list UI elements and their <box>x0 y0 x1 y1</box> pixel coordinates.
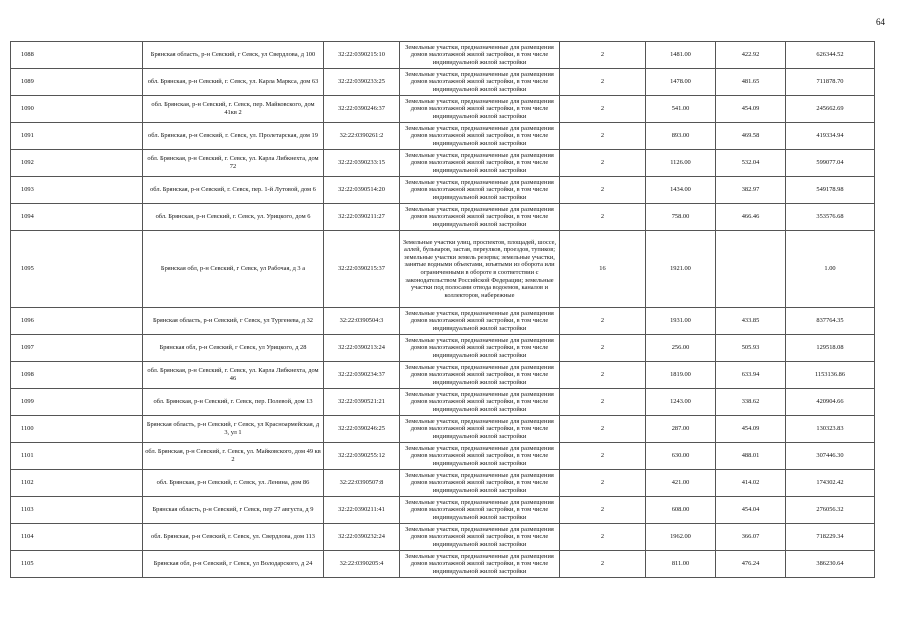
area-cell: 287.00 <box>646 416 716 443</box>
address-cell: Брянская область, р-н Севский, г Севск, ул Красноармейская, д 3, ул 1 <box>143 416 324 443</box>
table-row <box>11 42 875 69</box>
address-cell: обл. Брянская, р-н Севский, г. Севск, ул. Карла Маркса, дом 63 <box>143 69 324 96</box>
cadastral-value-table <box>10 41 875 578</box>
row-number: 1102 <box>11 470 143 497</box>
group-cell: 2 <box>560 204 646 231</box>
table-row <box>11 389 875 416</box>
address-cell: обл. Брянская, р-н Севский, г. Севск, ул. Карла Либкнехта, дом 46 <box>143 362 324 389</box>
table-row <box>11 123 875 150</box>
land-purpose-cell: Земельные участки, предназначенные для размещения домов малоэтажной жилой застройки, в том числе индивидуальной жилой застройки <box>400 69 560 96</box>
group-cell: 2 <box>560 362 646 389</box>
unit-value-cell: 454.09 <box>716 416 786 443</box>
address-cell: Брянская область, р-н Севский, г Севск, ул Тургенева, д 32 <box>143 308 324 335</box>
row-number: 1095 <box>11 231 143 308</box>
cadastral-value-cell: 245662.69 <box>786 96 875 123</box>
cadastral-value-cell: 718229.34 <box>786 524 875 551</box>
unit-value-cell: 488.01 <box>716 443 786 470</box>
land-purpose-cell: Земельные участки, предназначенные для размещения домов малоэтажной жилой застройки, в том числе индивидуальной жилой застройки <box>400 335 560 362</box>
row-number: 1089 <box>11 69 143 96</box>
area-cell: 1478.00 <box>646 69 716 96</box>
group-cell: 2 <box>560 389 646 416</box>
cadastral-number-cell: 32:22:0390215:10 <box>324 42 400 69</box>
unit-value-cell <box>716 231 786 308</box>
land-purpose-cell: Земельные участки, предназначенные для размещения домов малоэтажной жилой застройки, в том числе индивидуальной жилой застройки <box>400 416 560 443</box>
cadastral-number-cell: 32:22:0390234:37 <box>324 362 400 389</box>
row-number: 1088 <box>11 42 143 69</box>
cadastral-number-cell: 32:22:0390246:37 <box>324 96 400 123</box>
row-number: 1098 <box>11 362 143 389</box>
address-cell: обл. Брянская, р-н Севский, г. Севск, ул. Ленина, дом 86 <box>143 470 324 497</box>
address-cell: Брянская обл, р-н Севский, г Севск, ул Урицкого, д 28 <box>143 335 324 362</box>
group-cell: 2 <box>560 123 646 150</box>
unit-value-cell: 414.02 <box>716 470 786 497</box>
group-cell: 2 <box>560 308 646 335</box>
table-row <box>11 177 875 204</box>
cadastral-value-cell: 130323.83 <box>786 416 875 443</box>
unit-value-cell: 382.97 <box>716 177 786 204</box>
row-number: 1092 <box>11 150 143 177</box>
area-cell: 893.00 <box>646 123 716 150</box>
group-cell: 2 <box>560 335 646 362</box>
land-purpose-cell: Земельные участки, предназначенные для размещения домов малоэтажной жилой застройки, в том числе индивидуальной жилой застройки <box>400 389 560 416</box>
row-number: 1097 <box>11 335 143 362</box>
land-purpose-cell: Земельные участки, предназначенные для размещения домов малоэтажной жилой застройки, в том числе индивидуальной жилой застройки <box>400 150 560 177</box>
address-cell: обл. Брянская, р-н Севский, г. Севск, ул. Пролетарская, дом 19 <box>143 123 324 150</box>
row-number: 1100 <box>11 416 143 443</box>
table-row <box>11 150 875 177</box>
unit-value-cell: 466.46 <box>716 204 786 231</box>
address-cell: обл. Брянская, р-н Севский, г. Севск, ул. Карла Либкнехта, дом 72 <box>143 150 324 177</box>
table-row <box>11 362 875 389</box>
unit-value-cell: 476.24 <box>716 551 786 578</box>
cadastral-number-cell: 32:22:0390211:27 <box>324 204 400 231</box>
address-cell: Брянская область, р-н Севский, г Севск, ул Свердлова, д 100 <box>143 42 324 69</box>
area-cell: 811.00 <box>646 551 716 578</box>
cadastral-value-cell: 276056.32 <box>786 497 875 524</box>
cadastral-number-cell: 32:22:0390255:12 <box>324 443 400 470</box>
area-cell: 1962.00 <box>646 524 716 551</box>
area-cell: 608.00 <box>646 497 716 524</box>
address-cell: обл. Брянская, р-н Севский, г. Севск, пер. Майковского, дом 41кв 2 <box>143 96 324 123</box>
cadastral-value-cell: 549178.98 <box>786 177 875 204</box>
land-purpose-cell: Земельные участки, предназначенные для размещения домов малоэтажной жилой застройки, в том числе индивидуальной жилой застройки <box>400 362 560 389</box>
area-cell: 630.00 <box>646 443 716 470</box>
cadastral-value-cell: 599077.04 <box>786 150 875 177</box>
cadastral-value-cell: 420904.66 <box>786 389 875 416</box>
cadastral-value-cell: 386230.64 <box>786 551 875 578</box>
row-number: 1094 <box>11 204 143 231</box>
group-cell: 2 <box>560 416 646 443</box>
unit-value-cell: 433.85 <box>716 308 786 335</box>
land-purpose-cell: Земельные участки, предназначенные для размещения домов малоэтажной жилой застройки, в том числе индивидуальной жилой застройки <box>400 204 560 231</box>
cadastral-value-cell: 626344.52 <box>786 42 875 69</box>
unit-value-cell: 454.09 <box>716 96 786 123</box>
area-cell: 1819.00 <box>646 362 716 389</box>
group-cell: 2 <box>560 69 646 96</box>
table-row <box>11 551 875 578</box>
cadastral-number-cell: 32:22:0390233:25 <box>324 69 400 96</box>
address-cell: обл. Брянская, р-н Севский, г. Севск, пер. Полевой, дом 13 <box>143 389 324 416</box>
land-purpose-cell: Земельные участки, предназначенные для размещения домов малоэтажной жилой застройки, в том числе индивидуальной жилой застройки <box>400 443 560 470</box>
cadastral-value-cell: 129518.08 <box>786 335 875 362</box>
cadastral-value-cell: 1.00 <box>786 231 875 308</box>
address-cell: Брянская область, р-н Севский, г Севск, пер 27 августа, д 9 <box>143 497 324 524</box>
group-cell: 2 <box>560 497 646 524</box>
cadastral-number-cell: 32:22:0390246:25 <box>324 416 400 443</box>
address-cell: обл. Брянская, р-н Севский, г. Севск, ул. Майковского, дом 49 кв 2 <box>143 443 324 470</box>
cadastral-value-cell: 837764.35 <box>786 308 875 335</box>
cadastral-number-cell: 32:22:0390232:24 <box>324 524 400 551</box>
area-cell: 541.00 <box>646 96 716 123</box>
cadastral-number-cell: 32:22:0390211:41 <box>324 497 400 524</box>
area-cell: 1921.00 <box>646 231 716 308</box>
row-number: 1101 <box>11 443 143 470</box>
cadastral-number-cell: 32:22:0390213:24 <box>324 335 400 362</box>
cadastral-number-cell: 32:22:0390514:20 <box>324 177 400 204</box>
table-row <box>11 69 875 96</box>
cadastral-number-cell: 32:22:0390205:4 <box>324 551 400 578</box>
cadastral-value-cell: 353576.68 <box>786 204 875 231</box>
area-cell: 1243.00 <box>646 389 716 416</box>
table-row <box>11 231 875 308</box>
cadastral-number-cell: 32:22:0390504:3 <box>324 308 400 335</box>
land-purpose-cell: Земельные участки, предназначенные для размещения домов малоэтажной жилой застройки, в том числе индивидуальной жилой застройки <box>400 524 560 551</box>
page-number: 64 <box>876 17 885 27</box>
land-purpose-cell: Земельные участки, предназначенные для размещения домов малоэтажной жилой застройки, в том числе индивидуальной жилой застройки <box>400 470 560 497</box>
area-cell: 256.00 <box>646 335 716 362</box>
unit-value-cell: 422.92 <box>716 42 786 69</box>
row-number: 1103 <box>11 497 143 524</box>
cadastral-number-cell: 32:22:0390521:21 <box>324 389 400 416</box>
area-cell: 1931.00 <box>646 308 716 335</box>
land-purpose-cell: Земельные участки, предназначенные для размещения домов малоэтажной жилой застройки, в том числе индивидуальной жилой застройки <box>400 308 560 335</box>
table-row <box>11 308 875 335</box>
land-purpose-cell: Земельные участки, предназначенные для размещения домов малоэтажной жилой застройки, в том числе индивидуальной жилой застройки <box>400 42 560 69</box>
unit-value-cell: 505.93 <box>716 335 786 362</box>
table-row <box>11 443 875 470</box>
unit-value-cell: 454.04 <box>716 497 786 524</box>
group-cell: 2 <box>560 470 646 497</box>
table-row <box>11 524 875 551</box>
area-cell: 1434.00 <box>646 177 716 204</box>
land-purpose-cell: Земельные участки, предназначенные для размещения домов малоэтажной жилой застройки, в том числе индивидуальной жилой застройки <box>400 123 560 150</box>
cadastral-value-cell: 711878.70 <box>786 69 875 96</box>
address-cell: Брянская обл, р-н Севский, г Севск, ул Рабочая, д 3 а <box>143 231 324 308</box>
group-cell: 2 <box>560 551 646 578</box>
row-number: 1091 <box>11 123 143 150</box>
unit-value-cell: 633.94 <box>716 362 786 389</box>
cadastral-number-cell: 32:22:0390261:2 <box>324 123 400 150</box>
table-row <box>11 497 875 524</box>
land-purpose-cell: Земельные участки, предназначенные для размещения домов малоэтажной жилой застройки, в том числе индивидуальной жилой застройки <box>400 497 560 524</box>
row-number: 1104 <box>11 524 143 551</box>
unit-value-cell: 532.04 <box>716 150 786 177</box>
row-number: 1105 <box>11 551 143 578</box>
group-cell: 2 <box>560 96 646 123</box>
area-cell: 1481.00 <box>646 42 716 69</box>
area-cell: 1126.00 <box>646 150 716 177</box>
group-cell: 16 <box>560 231 646 308</box>
land-purpose-cell: Земельные участки улиц, проспектов, площадей, шоссе, аллей, бульваров, застав, переулков, проездов, тупиков; земельные участки земель резерва; земельные участки, занятые водными объектами, изъятыми из оборота или ограниченными в обороте в соответствии с законодательством Российской Федерации; земельные участки под полосами отвода водоемов, каналов и коллекторов, набережные <box>400 231 560 308</box>
address-cell: обл. Брянская, р-н Севский, г. Севск, ул. Свердлова, дом 113 <box>143 524 324 551</box>
row-number: 1093 <box>11 177 143 204</box>
group-cell: 2 <box>560 177 646 204</box>
address-cell: обл. Брянская, р-н Севский, г. Севск, ул. Урицкого, дом 6 <box>143 204 324 231</box>
unit-value-cell: 481.65 <box>716 69 786 96</box>
unit-value-cell: 366.07 <box>716 524 786 551</box>
row-number: 1090 <box>11 96 143 123</box>
address-cell: Брянская обл, р-н Севский, г Севск, ул Володарского, д 24 <box>143 551 324 578</box>
cadastral-value-cell: 1153136.86 <box>786 362 875 389</box>
group-cell: 2 <box>560 150 646 177</box>
area-cell: 758.00 <box>646 204 716 231</box>
cadastral-number-cell: 32:22:0390233:15 <box>324 150 400 177</box>
address-cell: обл. Брянская, р-н Севский, г. Севск, пер. 1-й Лутовой, дом 6 <box>143 177 324 204</box>
land-purpose-cell: Земельные участки, предназначенные для размещения домов малоэтажной жилой застройки, в том числе индивидуальной жилой застройки <box>400 551 560 578</box>
land-purpose-cell: Земельные участки, предназначенные для размещения домов малоэтажной жилой застройки, в том числе индивидуальной жилой застройки <box>400 96 560 123</box>
cadastral-number-cell: 32:22:0390215:37 <box>324 231 400 308</box>
table-row <box>11 470 875 497</box>
land-purpose-cell: Земельные участки, предназначенные для размещения домов малоэтажной жилой застройки, в том числе индивидуальной жилой застройки <box>400 177 560 204</box>
table-row <box>11 416 875 443</box>
group-cell: 2 <box>560 524 646 551</box>
row-number: 1096 <box>11 308 143 335</box>
row-number: 1099 <box>11 389 143 416</box>
table-row <box>11 335 875 362</box>
group-cell: 2 <box>560 42 646 69</box>
area-cell: 421.00 <box>646 470 716 497</box>
group-cell: 2 <box>560 443 646 470</box>
cadastral-value-cell: 419334.94 <box>786 123 875 150</box>
unit-value-cell: 469.58 <box>716 123 786 150</box>
table-row <box>11 204 875 231</box>
cadastral-value-cell: 174302.42 <box>786 470 875 497</box>
table-row <box>11 96 875 123</box>
cadastral-value-cell: 307446.30 <box>786 443 875 470</box>
cadastral-number-cell: 32:22:0390507:8 <box>324 470 400 497</box>
unit-value-cell: 338.62 <box>716 389 786 416</box>
table-body <box>11 42 875 578</box>
